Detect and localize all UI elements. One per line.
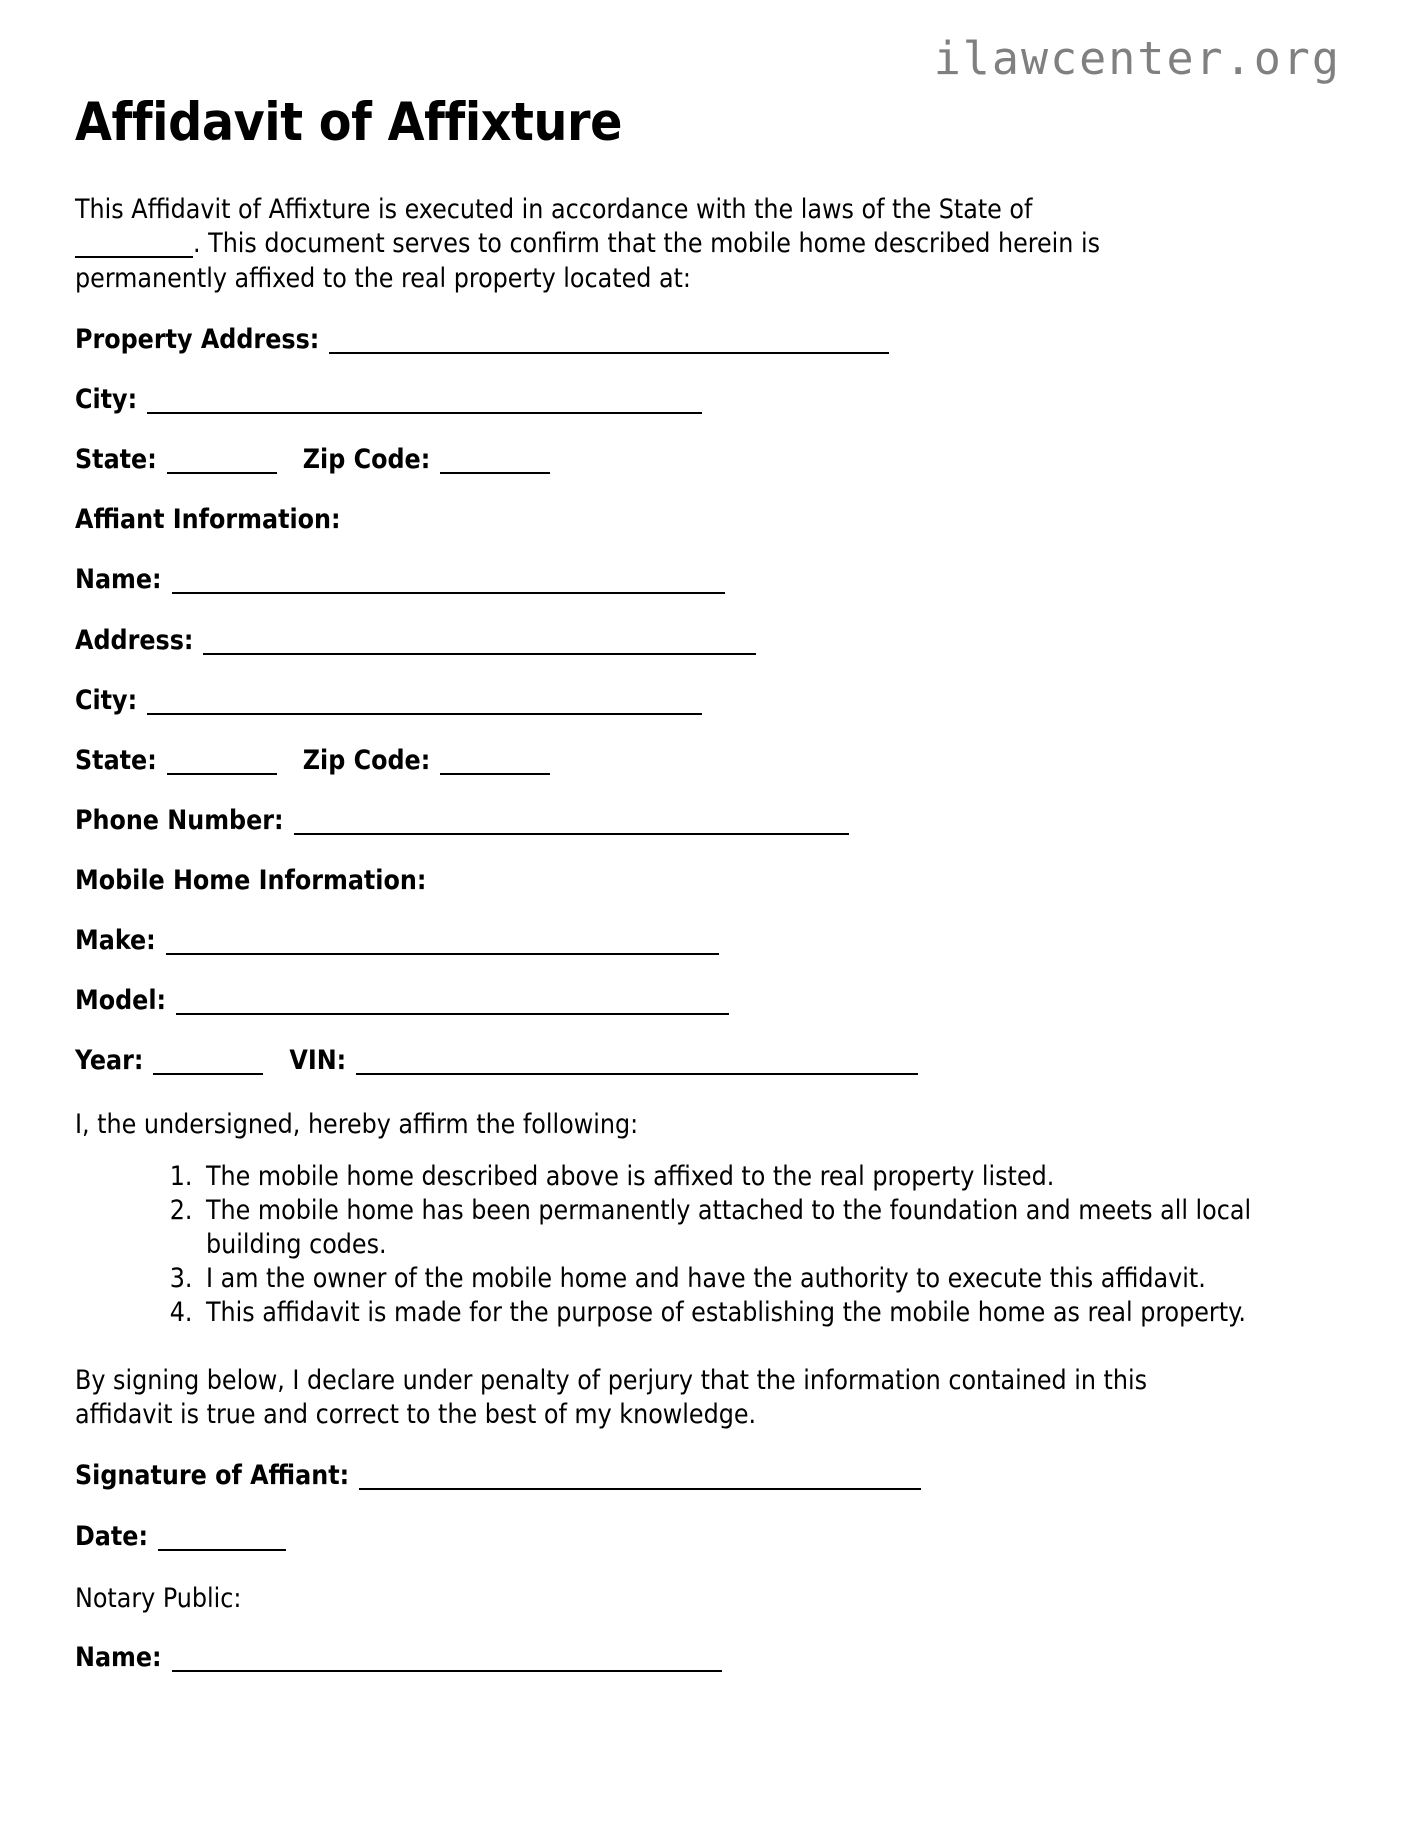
notary-public-heading: Notary Public: bbox=[75, 1582, 242, 1614]
make-label: Make: bbox=[75, 925, 156, 957]
field-date bbox=[75, 1493, 1346, 1553]
affiant-zip-input-line[interactable] bbox=[440, 772, 550, 775]
list-item: 4. This affidavit is made for the purpose of establishing the mobile home as real property. bbox=[200, 1296, 1340, 1330]
list-item: 1. The mobile home described above is affixed to the real property listed. bbox=[200, 1160, 1340, 1194]
property-zip-input-line[interactable] bbox=[440, 471, 550, 474]
notary-name-input-line[interactable] bbox=[172, 1669, 722, 1672]
field-affiant-address bbox=[75, 597, 1346, 657]
intro-text-part-2: . This document serves to confirm that the mobile home described herein is permanently affixed to the real property located at: bbox=[75, 228, 1100, 294]
intro-paragraph bbox=[75, 151, 1140, 296]
field-model bbox=[75, 957, 1346, 1017]
field-affiant-name bbox=[75, 536, 1346, 596]
intro-text-part-1: This Affidavit of Affixture is executed in accordance with the laws of the State of bbox=[75, 193, 1033, 225]
page-title: Affidavit of Affixture bbox=[75, 92, 623, 153]
declaration-paragraph: By signing below, I declare under penalty of perjury that the information contained in this affidavit is true and correct to the best of my knowledge. bbox=[75, 1364, 1148, 1430]
model-input-line[interactable] bbox=[176, 1012, 729, 1015]
affirmations-lead-in: I, the undersigned, hereby affirm the following: bbox=[75, 1108, 639, 1140]
date-input-line[interactable] bbox=[158, 1548, 286, 1551]
vin-label: VIN: bbox=[289, 1045, 347, 1077]
year-input-line[interactable] bbox=[153, 1072, 263, 1075]
affiant-name-input-line[interactable] bbox=[172, 591, 725, 594]
affiant-name-label: Name: bbox=[75, 564, 162, 596]
property-address-input-line[interactable] bbox=[329, 351, 889, 354]
affiant-phone-input-line[interactable] bbox=[294, 832, 849, 835]
affiant-state-label: State: bbox=[75, 744, 157, 776]
field-affiant-city bbox=[75, 657, 1346, 717]
affiant-address-input-line[interactable] bbox=[203, 652, 756, 655]
field-affiant-state-zip bbox=[75, 717, 1346, 777]
field-property-state-zip bbox=[75, 416, 1346, 476]
field-signature bbox=[75, 1432, 1346, 1492]
site-watermark: ilawcenter.org bbox=[933, 32, 1341, 85]
year-label: Year: bbox=[75, 1045, 144, 1077]
list-item: 2. The mobile home has been permanently attached to the foundation and meets all local building codes. bbox=[200, 1194, 1340, 1262]
affiant-phone-label: Phone Number: bbox=[75, 804, 284, 836]
property-city-label: City: bbox=[75, 384, 138, 416]
affiant-state-input-line[interactable] bbox=[167, 772, 277, 775]
model-label: Model: bbox=[75, 985, 167, 1017]
affiant-city-input-line[interactable] bbox=[147, 712, 702, 715]
affirmations-list bbox=[75, 1160, 1340, 1330]
date-label: Date: bbox=[75, 1520, 148, 1552]
vin-input-line[interactable] bbox=[356, 1072, 918, 1075]
property-state-label: State: bbox=[75, 444, 157, 476]
field-notary-name bbox=[75, 1614, 1346, 1674]
affiant-information-heading: Affiant Information: bbox=[75, 504, 341, 536]
property-address-label: Property Address: bbox=[75, 323, 320, 355]
property-city-input-line[interactable] bbox=[147, 411, 702, 414]
field-year-vin bbox=[75, 1017, 1346, 1077]
signature-label: Signature of Affiant: bbox=[75, 1460, 350, 1492]
mobile-home-information-heading: Mobile Home Information: bbox=[75, 865, 427, 897]
field-make bbox=[75, 897, 1346, 957]
field-property-city bbox=[75, 356, 1346, 416]
affiant-address-label: Address: bbox=[75, 624, 194, 656]
make-input-line[interactable] bbox=[166, 952, 719, 955]
field-affiant-phone bbox=[75, 777, 1346, 837]
affiant-zip-label: Zip Code: bbox=[302, 744, 431, 776]
state-blank-line bbox=[75, 255, 193, 258]
affiant-city-label: City: bbox=[75, 684, 138, 716]
property-state-input-line[interactable] bbox=[167, 471, 277, 474]
property-zip-label: Zip Code: bbox=[302, 444, 431, 476]
signature-input-line[interactable] bbox=[359, 1487, 921, 1490]
field-property-address bbox=[75, 296, 1346, 356]
list-item: 3. I am the owner of the mobile home and have the authority to execute this affidavit. bbox=[200, 1262, 1340, 1296]
notary-name-label: Name: bbox=[75, 1641, 162, 1673]
